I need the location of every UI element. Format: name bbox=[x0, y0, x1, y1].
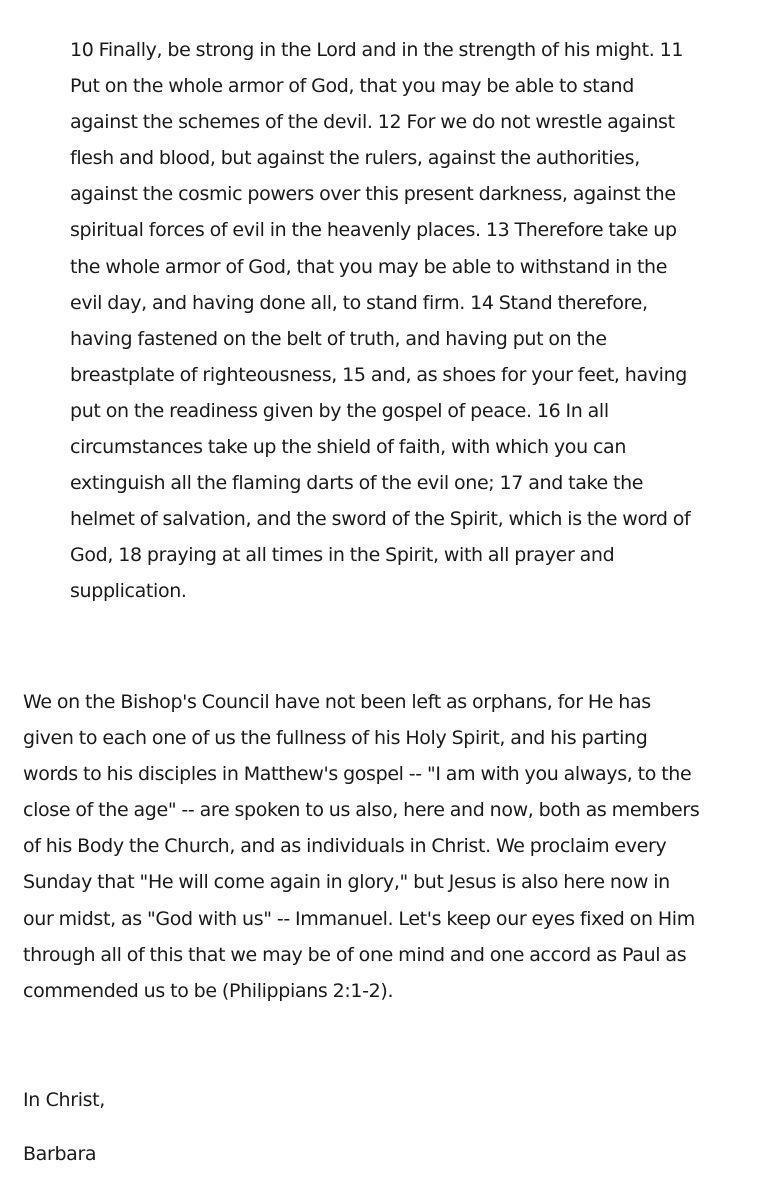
body-paragraph bbox=[23, 684, 700, 1009]
quote-line: helmet of salvation, and the sword of the Spirit, which is the word of bbox=[70, 508, 691, 531]
body-line: commended us to be (Philippians 2:1-2). bbox=[23, 979, 394, 1002]
scripture-quote bbox=[70, 32, 691, 610]
signature-name: Barbara bbox=[23, 1143, 97, 1165]
closing-salutation: In Christ, bbox=[23, 1089, 105, 1111]
body-line: Sunday that "He will come again in glory," but Jesus is also here now in bbox=[23, 871, 670, 894]
quote-line: supplication. bbox=[70, 580, 187, 603]
quote-line: the whole armor of God, that you may be able to withstand in the bbox=[70, 255, 668, 278]
quote-line: spiritual forces of evil in the heavenly places. 13 Therefore take up bbox=[70, 219, 677, 242]
quote-line: extinguish all the flaming darts of the evil one; 17 and take the bbox=[70, 472, 644, 495]
quote-line: 10 Finally, be strong in the Lord and in the strength of his might. 11 bbox=[70, 39, 684, 61]
body-line: words to his disciples in Matthew's gospel -- "I am with you always, to the bbox=[23, 763, 692, 786]
quote-line: having fastened on the belt of truth, and having put on the bbox=[70, 327, 607, 350]
quote-line: flesh and blood, but against the rulers, against the authorities, bbox=[70, 147, 640, 170]
body-line: through all of this that we may be of one mind and one accord as Paul as bbox=[23, 943, 687, 966]
quote-line: Put on the whole armor of God, that you may be able to stand bbox=[70, 75, 634, 98]
body-line: close of the age" -- are spoken to us also, here and now, both as members bbox=[23, 799, 700, 822]
body-line: given to each one of us the fullness of his Holy Spirit, and his parting bbox=[23, 727, 648, 750]
body-line: of his Body the Church, and as individuals in Christ. We proclaim every bbox=[23, 835, 667, 858]
quote-line: against the cosmic powers over this present darkness, against the bbox=[70, 183, 676, 206]
quote-line: circumstances take up the shield of faith, with which you can bbox=[70, 436, 627, 459]
quote-line: against the schemes of the devil. 12 For we do not wrestle against bbox=[70, 111, 675, 134]
quote-line: God, 18 praying at all times in the Spirit, with all prayer and bbox=[70, 544, 615, 567]
quote-line: breastplate of righteousness, 15 and, as shoes for your feet, having bbox=[70, 363, 688, 386]
quote-line: evil day, and having done all, to stand firm. 14 Stand therefore, bbox=[70, 291, 648, 314]
body-line: We on the Bishop's Council have not been left as orphans, for He has bbox=[23, 691, 651, 713]
quote-line: put on the readiness given by the gospel of peace. 16 In all bbox=[70, 399, 609, 422]
body-line: our midst, as "God with us" -- Immanuel. Let's keep our eyes fixed on Him bbox=[23, 907, 695, 930]
